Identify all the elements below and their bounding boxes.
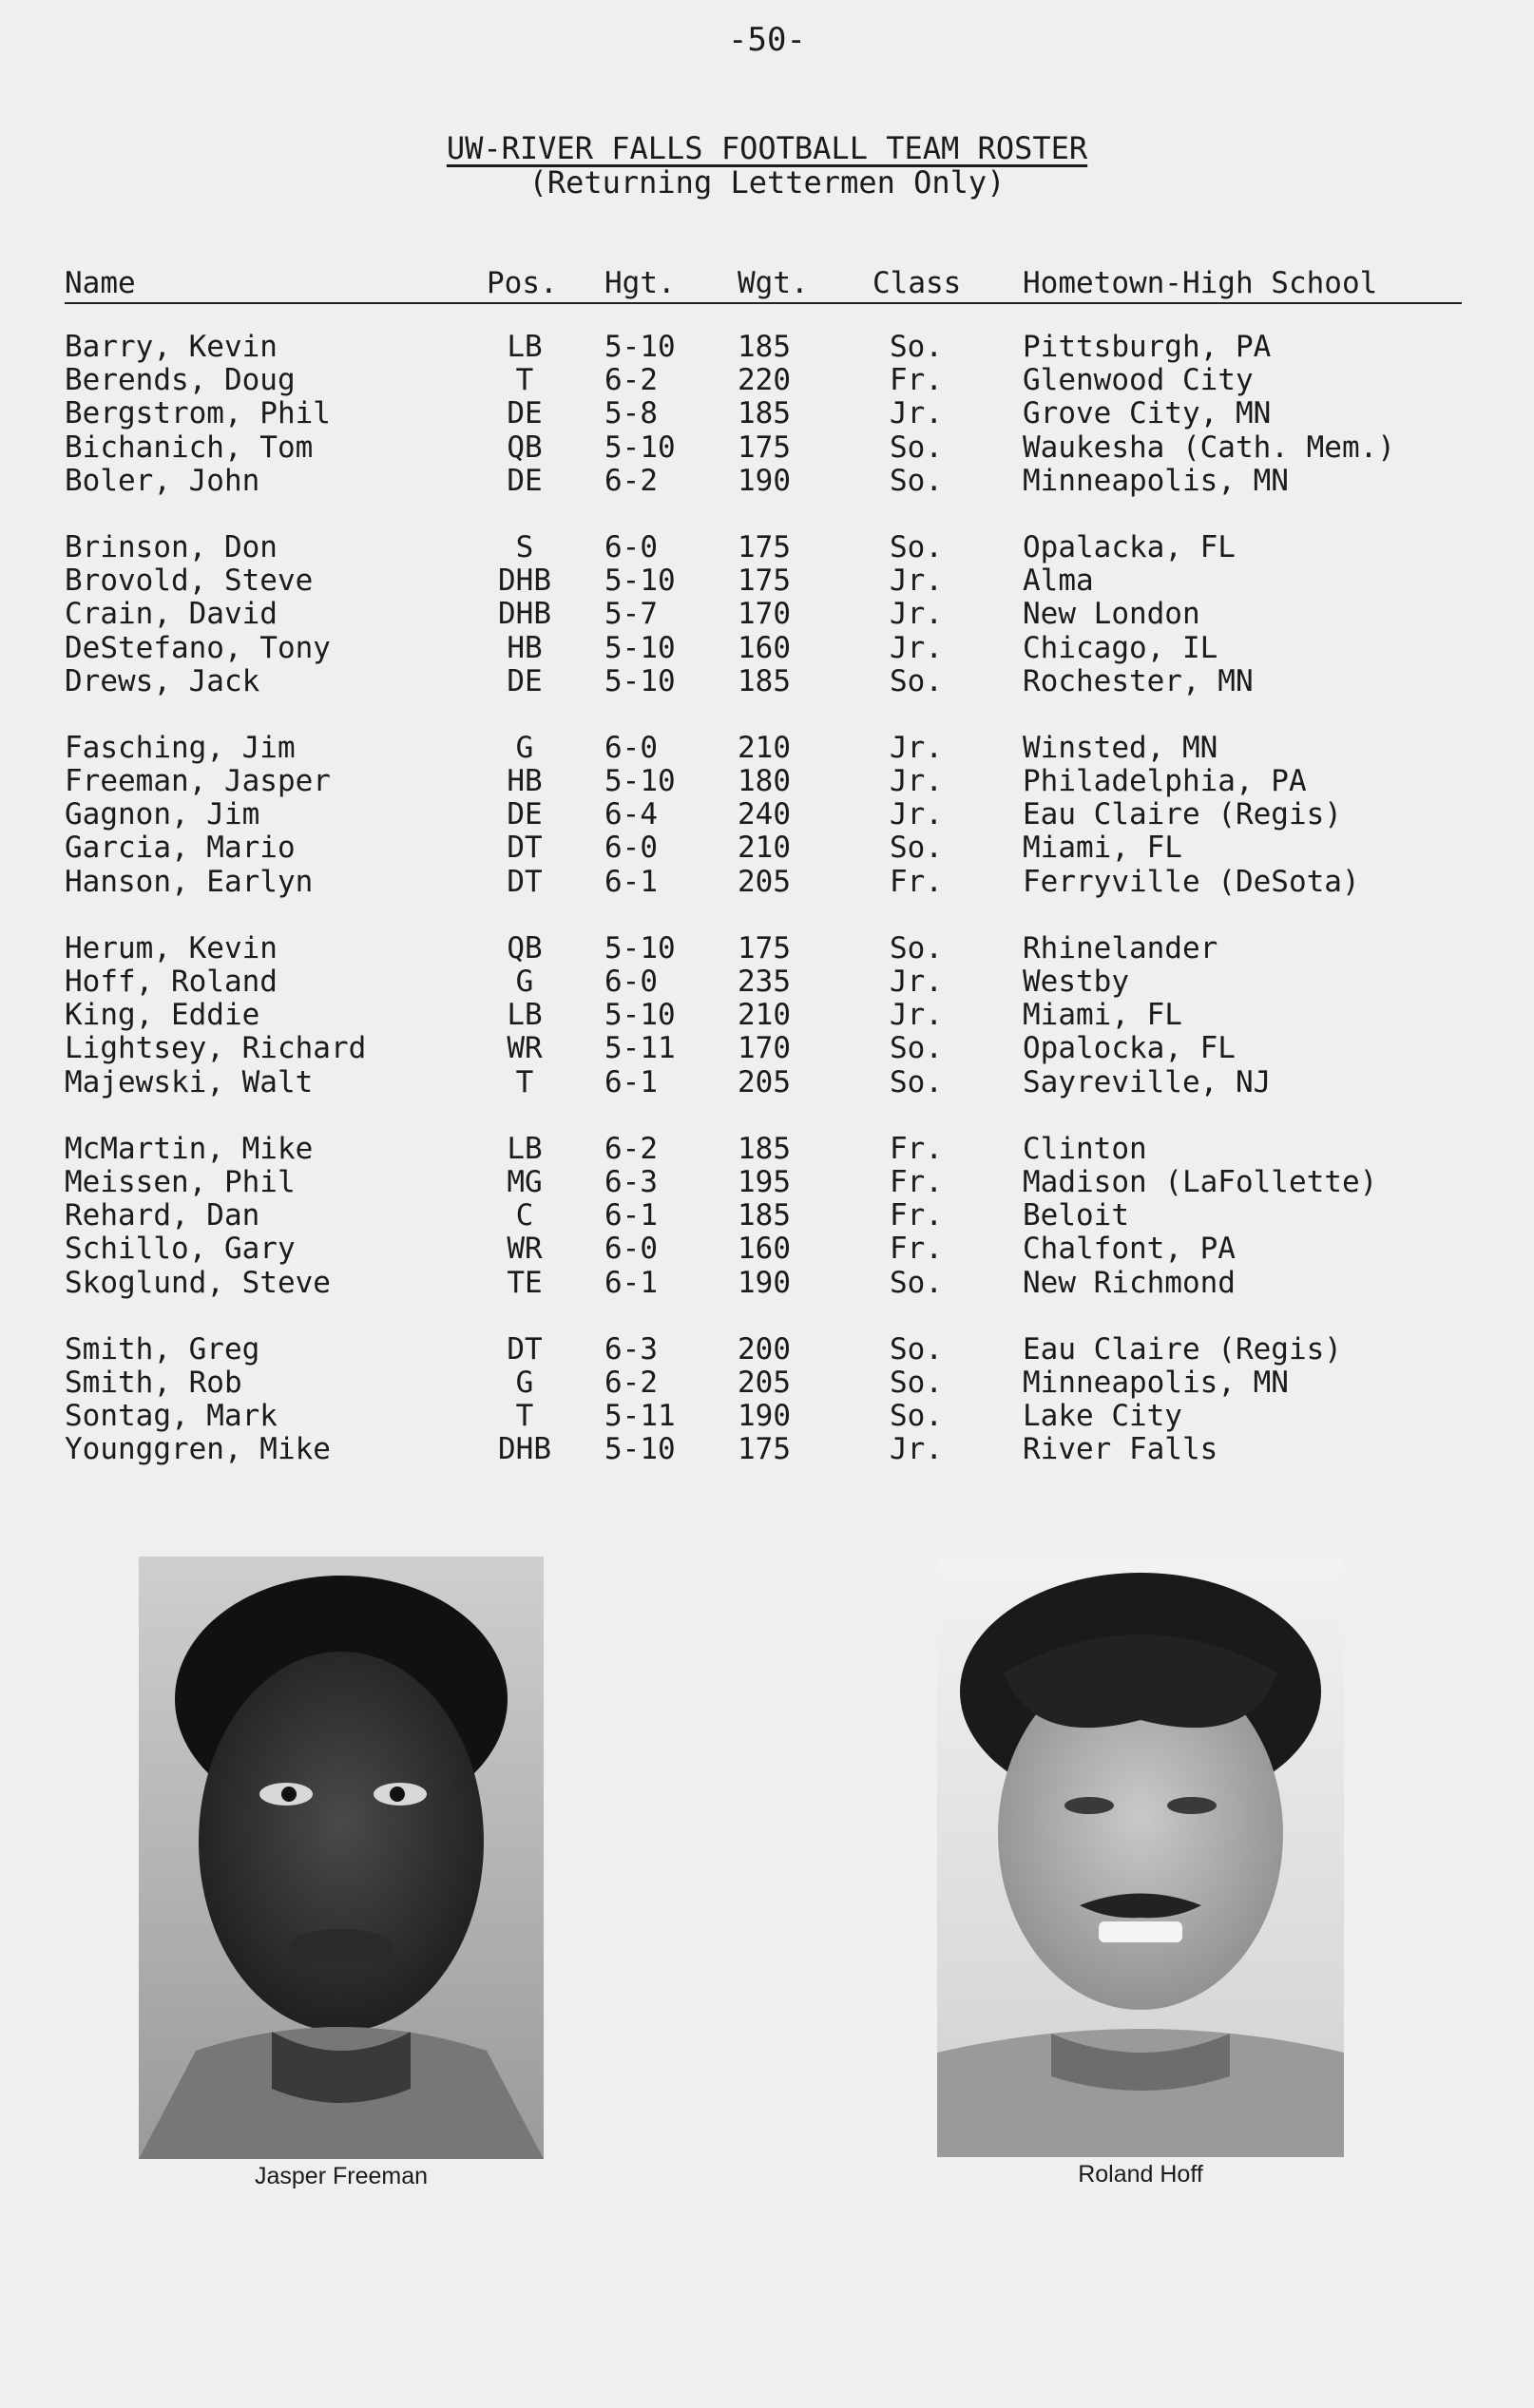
player-weight: 195 bbox=[738, 1164, 791, 1199]
player-name: Schillo, Gary bbox=[65, 1232, 296, 1267]
player-weight: 185 bbox=[738, 663, 791, 698]
roster-table bbox=[0, 331, 1534, 1466]
player-class: Jr. bbox=[890, 965, 943, 999]
player-position: DT bbox=[507, 831, 543, 866]
header-hometown: Hometown-High School bbox=[1023, 266, 1378, 300]
player-height: 6-3 bbox=[604, 1331, 658, 1366]
player-position: DT bbox=[507, 1331, 543, 1366]
player-hometown: Winsted, MN bbox=[1023, 730, 1218, 765]
player-position: LB bbox=[507, 330, 543, 364]
player-position: HB bbox=[507, 764, 543, 799]
group-spacer bbox=[0, 1300, 1534, 1333]
player-hometown: Minneapolis, MN bbox=[1023, 1365, 1289, 1400]
roster-row bbox=[0, 1199, 1534, 1233]
player-name: Boler, John bbox=[65, 463, 260, 498]
player-hometown: Beloit bbox=[1023, 1198, 1129, 1233]
player-class: So. bbox=[890, 430, 943, 465]
player-portrait-image bbox=[139, 1557, 544, 2159]
caption-jasper-freeman: Jasper Freeman bbox=[254, 2163, 429, 2189]
player-class: So. bbox=[890, 1365, 943, 1400]
player-position: G bbox=[515, 1365, 534, 1400]
player-position: DE bbox=[507, 663, 543, 698]
player-weight: 205 bbox=[738, 1365, 791, 1400]
player-name: Rehard, Dan bbox=[65, 1198, 260, 1233]
player-weight: 185 bbox=[738, 330, 791, 364]
player-hometown: Opalocka, FL bbox=[1023, 1031, 1236, 1066]
player-class: Fr. bbox=[890, 1164, 943, 1199]
player-weight: 210 bbox=[738, 998, 791, 1033]
player-position: WR bbox=[507, 1232, 543, 1267]
player-position: C bbox=[515, 1198, 534, 1233]
player-class: Fr. bbox=[890, 1198, 943, 1233]
player-position: HB bbox=[507, 630, 543, 665]
player-hometown: Eau Claire (Regis) bbox=[1023, 1331, 1342, 1366]
player-name: Hoff, Roland bbox=[65, 965, 278, 999]
player-position: T bbox=[515, 363, 534, 398]
roster-row bbox=[0, 1400, 1534, 1433]
roster-row bbox=[0, 1433, 1534, 1466]
player-position: DT bbox=[507, 864, 543, 899]
roster-subtitle: (Returning Lettermen Only) bbox=[528, 164, 1006, 201]
player-hometown: Chicago, IL bbox=[1023, 630, 1218, 665]
player-class: Fr. bbox=[890, 363, 943, 398]
player-hometown: Madison (LaFollette) bbox=[1023, 1164, 1378, 1199]
roster-row bbox=[0, 632, 1534, 665]
roster-row bbox=[0, 531, 1534, 564]
player-hometown: Pittsburgh, PA bbox=[1023, 330, 1272, 364]
player-height: 6-3 bbox=[604, 1164, 658, 1199]
roster-row bbox=[0, 1233, 1534, 1266]
player-name: Younggren, Mike bbox=[65, 1432, 331, 1467]
player-name: Fasching, Jim bbox=[65, 730, 296, 765]
roster-row bbox=[0, 665, 1534, 698]
roster-row bbox=[0, 1166, 1534, 1199]
player-hometown: Miami, FL bbox=[1023, 998, 1182, 1033]
player-hometown: Rochester, MN bbox=[1023, 663, 1254, 698]
player-height: 6-0 bbox=[604, 1232, 658, 1267]
player-weight: 190 bbox=[738, 463, 791, 498]
roster-row bbox=[0, 932, 1534, 965]
header-rule bbox=[65, 302, 1462, 304]
player-weight: 170 bbox=[738, 597, 791, 632]
player-name: DeStefano, Tony bbox=[65, 630, 331, 665]
player-position: DE bbox=[507, 463, 543, 498]
player-height: 6-1 bbox=[604, 1198, 658, 1233]
player-hometown: River Falls bbox=[1023, 1432, 1218, 1467]
player-height: 6-0 bbox=[604, 965, 658, 999]
player-class: Jr. bbox=[890, 998, 943, 1033]
player-weight: 200 bbox=[738, 1331, 791, 1366]
player-name: Smith, Rob bbox=[65, 1365, 242, 1400]
player-weight: 210 bbox=[738, 730, 791, 765]
group-spacer bbox=[0, 899, 1534, 932]
group-spacer bbox=[0, 1099, 1534, 1133]
player-weight: 235 bbox=[738, 965, 791, 999]
player-weight: 160 bbox=[738, 630, 791, 665]
player-position: DHB bbox=[498, 1432, 551, 1467]
player-position: QB bbox=[507, 430, 543, 465]
player-class: So. bbox=[890, 1031, 943, 1066]
header-pos: Pos. bbox=[487, 266, 558, 300]
player-class: So. bbox=[890, 930, 943, 965]
roster-row bbox=[0, 831, 1534, 865]
player-name: Freeman, Jasper bbox=[65, 764, 331, 799]
player-name: Drews, Jack bbox=[65, 663, 260, 698]
player-height: 5-10 bbox=[604, 1432, 676, 1467]
player-name: Gagnon, Jim bbox=[65, 797, 260, 832]
player-position: DHB bbox=[498, 564, 551, 599]
player-position: MG bbox=[507, 1164, 543, 1199]
player-name: Hanson, Earlyn bbox=[65, 864, 314, 899]
player-class: So. bbox=[890, 529, 943, 564]
player-class: So. bbox=[890, 1331, 943, 1366]
player-height: 6-0 bbox=[604, 730, 658, 765]
player-weight: 185 bbox=[738, 396, 791, 431]
group-spacer bbox=[0, 498, 1534, 531]
roster-row bbox=[0, 465, 1534, 498]
player-name: Garcia, Mario bbox=[65, 831, 296, 866]
player-class: Jr. bbox=[890, 396, 943, 431]
player-hometown: Philadelphia, PA bbox=[1023, 764, 1307, 799]
player-weight: 220 bbox=[738, 363, 791, 398]
player-height: 6-0 bbox=[604, 529, 658, 564]
header-class: Class bbox=[872, 266, 962, 300]
player-name: McMartin, Mike bbox=[65, 1131, 314, 1166]
player-position: LB bbox=[507, 998, 543, 1033]
player-name: Smith, Greg bbox=[65, 1331, 260, 1366]
player-weight: 190 bbox=[738, 1265, 791, 1300]
player-hometown: Rhinelander bbox=[1023, 930, 1218, 965]
player-weight: 185 bbox=[738, 1131, 791, 1166]
player-name: Herum, Kevin bbox=[65, 930, 278, 965]
player-name: Berends, Doug bbox=[65, 363, 296, 398]
player-height: 6-2 bbox=[604, 1365, 658, 1400]
player-name: Sontag, Mark bbox=[65, 1399, 278, 1434]
player-height: 5-7 bbox=[604, 597, 658, 632]
player-height: 6-4 bbox=[604, 797, 658, 832]
roster-row bbox=[0, 732, 1534, 765]
player-height: 5-11 bbox=[604, 1031, 676, 1066]
player-hometown: Westby bbox=[1023, 965, 1129, 999]
player-portrait-image bbox=[937, 1558, 1344, 2157]
player-hometown: Eau Claire (Regis) bbox=[1023, 797, 1342, 832]
player-name: Meissen, Phil bbox=[65, 1164, 296, 1199]
player-class: So. bbox=[890, 330, 943, 364]
player-class: So. bbox=[890, 1064, 943, 1099]
player-weight: 175 bbox=[738, 564, 791, 599]
roster-title: UW-RIVER FALLS FOOTBALL TEAM ROSTER bbox=[446, 130, 1088, 166]
roster-row bbox=[0, 331, 1534, 364]
player-class: Fr. bbox=[890, 1131, 943, 1166]
player-weight: 175 bbox=[738, 529, 791, 564]
roster-header bbox=[0, 266, 1534, 304]
caption-roland-hoff: Roland Hoff bbox=[1078, 2161, 1203, 2188]
player-height: 6-1 bbox=[604, 864, 658, 899]
player-class: Jr. bbox=[890, 797, 943, 832]
player-position: T bbox=[515, 1064, 534, 1099]
player-position: WR bbox=[507, 1031, 543, 1066]
roster-row bbox=[0, 1133, 1534, 1166]
player-hometown: Ferryville (DeSota) bbox=[1023, 864, 1360, 899]
player-hometown: New London bbox=[1023, 597, 1200, 632]
player-position: S bbox=[515, 529, 534, 564]
player-position: LB bbox=[507, 1131, 543, 1166]
header-hgt: Hgt. bbox=[604, 266, 676, 300]
player-height: 5-10 bbox=[604, 998, 676, 1033]
player-height: 5-8 bbox=[604, 396, 658, 431]
player-weight: 170 bbox=[738, 1031, 791, 1066]
player-height: 5-10 bbox=[604, 330, 676, 364]
player-height: 5-10 bbox=[604, 930, 676, 965]
group-spacer bbox=[0, 698, 1534, 732]
player-name: Brinson, Don bbox=[65, 529, 278, 564]
player-height: 5-10 bbox=[604, 564, 676, 599]
player-height: 6-2 bbox=[604, 1131, 658, 1166]
roster-row bbox=[0, 598, 1534, 631]
roster-row bbox=[0, 564, 1534, 598]
player-hometown: Waukesha (Cath. Mem.) bbox=[1023, 430, 1395, 465]
player-weight: 240 bbox=[738, 797, 791, 832]
photo-jasper-freeman bbox=[139, 1557, 544, 2159]
player-hometown: Miami, FL bbox=[1023, 831, 1182, 866]
player-name: Crain, David bbox=[65, 597, 278, 632]
player-hometown: Grove City, MN bbox=[1023, 396, 1272, 431]
player-position: G bbox=[515, 730, 534, 765]
player-hometown: Minneapolis, MN bbox=[1023, 463, 1289, 498]
player-class: Jr. bbox=[890, 630, 943, 665]
player-class: Jr. bbox=[890, 597, 943, 632]
player-name: Bergstrom, Phil bbox=[65, 396, 331, 431]
player-class: Fr. bbox=[890, 1232, 943, 1267]
roster-row bbox=[0, 1333, 1534, 1366]
player-weight: 175 bbox=[738, 430, 791, 465]
player-hometown: Lake City bbox=[1023, 1399, 1182, 1434]
player-hometown: Clinton bbox=[1023, 1131, 1147, 1166]
player-position: DE bbox=[507, 797, 543, 832]
player-name: Lightsey, Richard bbox=[65, 1031, 367, 1066]
player-height: 6-1 bbox=[604, 1064, 658, 1099]
roster-row bbox=[0, 866, 1534, 899]
photo-roland-hoff bbox=[937, 1558, 1344, 2157]
player-name: Barry, Kevin bbox=[65, 330, 278, 364]
player-height: 6-0 bbox=[604, 831, 658, 866]
player-height: 6-2 bbox=[604, 463, 658, 498]
player-hometown: Glenwood City bbox=[1023, 363, 1254, 398]
roster-row bbox=[0, 1032, 1534, 1065]
header-wgt: Wgt. bbox=[738, 266, 809, 300]
player-height: 6-1 bbox=[604, 1265, 658, 1300]
player-class: Fr. bbox=[890, 864, 943, 899]
player-hometown: New Richmond bbox=[1023, 1265, 1236, 1300]
player-weight: 175 bbox=[738, 1432, 791, 1467]
roster-row bbox=[0, 364, 1534, 397]
player-position: QB bbox=[507, 930, 543, 965]
player-weight: 185 bbox=[738, 1198, 791, 1233]
player-weight: 205 bbox=[738, 1064, 791, 1099]
player-name: Majewski, Walt bbox=[65, 1064, 314, 1099]
player-weight: 205 bbox=[738, 864, 791, 899]
player-class: So. bbox=[890, 1399, 943, 1434]
player-hometown: Chalfont, PA bbox=[1023, 1232, 1236, 1267]
player-position: T bbox=[515, 1399, 534, 1434]
player-height: 5-10 bbox=[604, 430, 676, 465]
player-class: So. bbox=[890, 831, 943, 866]
player-class: So. bbox=[890, 663, 943, 698]
player-height: 5-10 bbox=[604, 630, 676, 665]
roster-row bbox=[0, 798, 1534, 831]
roster-row bbox=[0, 965, 1534, 999]
player-name: Brovold, Steve bbox=[65, 564, 314, 599]
player-weight: 190 bbox=[738, 1399, 791, 1434]
page-number: -50- bbox=[728, 21, 806, 59]
player-class: Jr. bbox=[890, 1432, 943, 1467]
roster-row bbox=[0, 1366, 1534, 1400]
player-class: So. bbox=[890, 463, 943, 498]
player-weight: 180 bbox=[738, 764, 791, 799]
player-position: TE bbox=[507, 1265, 543, 1300]
player-hometown: Alma bbox=[1023, 564, 1094, 599]
header-name: Name bbox=[65, 266, 136, 300]
player-name: Bichanich, Tom bbox=[65, 430, 314, 465]
player-weight: 210 bbox=[738, 831, 791, 866]
player-class: So. bbox=[890, 1265, 943, 1300]
player-name: King, Eddie bbox=[65, 998, 260, 1033]
player-hometown: Opalacka, FL bbox=[1023, 529, 1236, 564]
roster-row bbox=[0, 431, 1534, 465]
player-class: Jr. bbox=[890, 764, 943, 799]
player-class: Jr. bbox=[890, 564, 943, 599]
player-weight: 175 bbox=[738, 930, 791, 965]
player-height: 5-11 bbox=[604, 1399, 676, 1434]
roster-row bbox=[0, 1267, 1534, 1300]
roster-row bbox=[0, 999, 1534, 1032]
player-height: 5-10 bbox=[604, 764, 676, 799]
roster-row bbox=[0, 1066, 1534, 1099]
player-position: DHB bbox=[498, 597, 551, 632]
roster-row bbox=[0, 765, 1534, 798]
roster-row bbox=[0, 397, 1534, 430]
player-weight: 160 bbox=[738, 1232, 791, 1267]
player-name: Skoglund, Steve bbox=[65, 1265, 331, 1300]
player-position: G bbox=[515, 965, 534, 999]
player-height: 5-10 bbox=[604, 663, 676, 698]
player-hometown: Sayreville, NJ bbox=[1023, 1064, 1272, 1099]
player-height: 6-2 bbox=[604, 363, 658, 398]
roster-title-block bbox=[0, 131, 1534, 200]
player-class: Jr. bbox=[890, 730, 943, 765]
player-position: DE bbox=[507, 396, 543, 431]
